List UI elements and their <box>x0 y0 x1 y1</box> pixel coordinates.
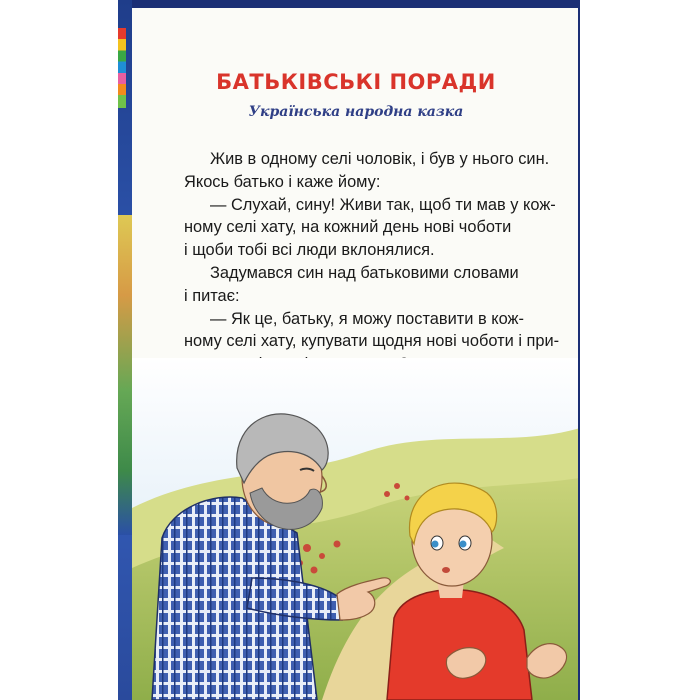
text-line: — Слухай, сину! Живи так, щоб ти мав у кож- <box>210 195 556 214</box>
text-line: — Як це, батьку, я можу поставити в кож- <box>210 309 524 328</box>
story-title: БАТЬКІВСЬКІ ПОРАДИ <box>216 70 496 94</box>
cover-top-edge <box>132 0 580 8</box>
text-line: Якось батько і каже йому: <box>184 172 381 191</box>
story-illustration <box>132 358 580 700</box>
text-line: і питає: <box>184 286 240 305</box>
text-line: Задумався син над батьковими словами <box>210 263 519 282</box>
story-text <box>184 148 564 376</box>
story-subtitle: Українська народна казка <box>248 104 464 120</box>
cover-art-edge <box>118 215 132 535</box>
text-line: ному селі хату, купувати щодня нові чоботи і при- <box>184 332 560 351</box>
book-page <box>132 0 580 700</box>
cover-color-stripes <box>118 28 126 108</box>
text-line: і щоби тобі всі люди вклонялися. <box>184 241 435 260</box>
text-line: Жив в одному селі чоловік, і був у нього син. <box>210 150 550 168</box>
text-line: ному селі хату, на кожний день нові чоботи <box>184 218 512 237</box>
